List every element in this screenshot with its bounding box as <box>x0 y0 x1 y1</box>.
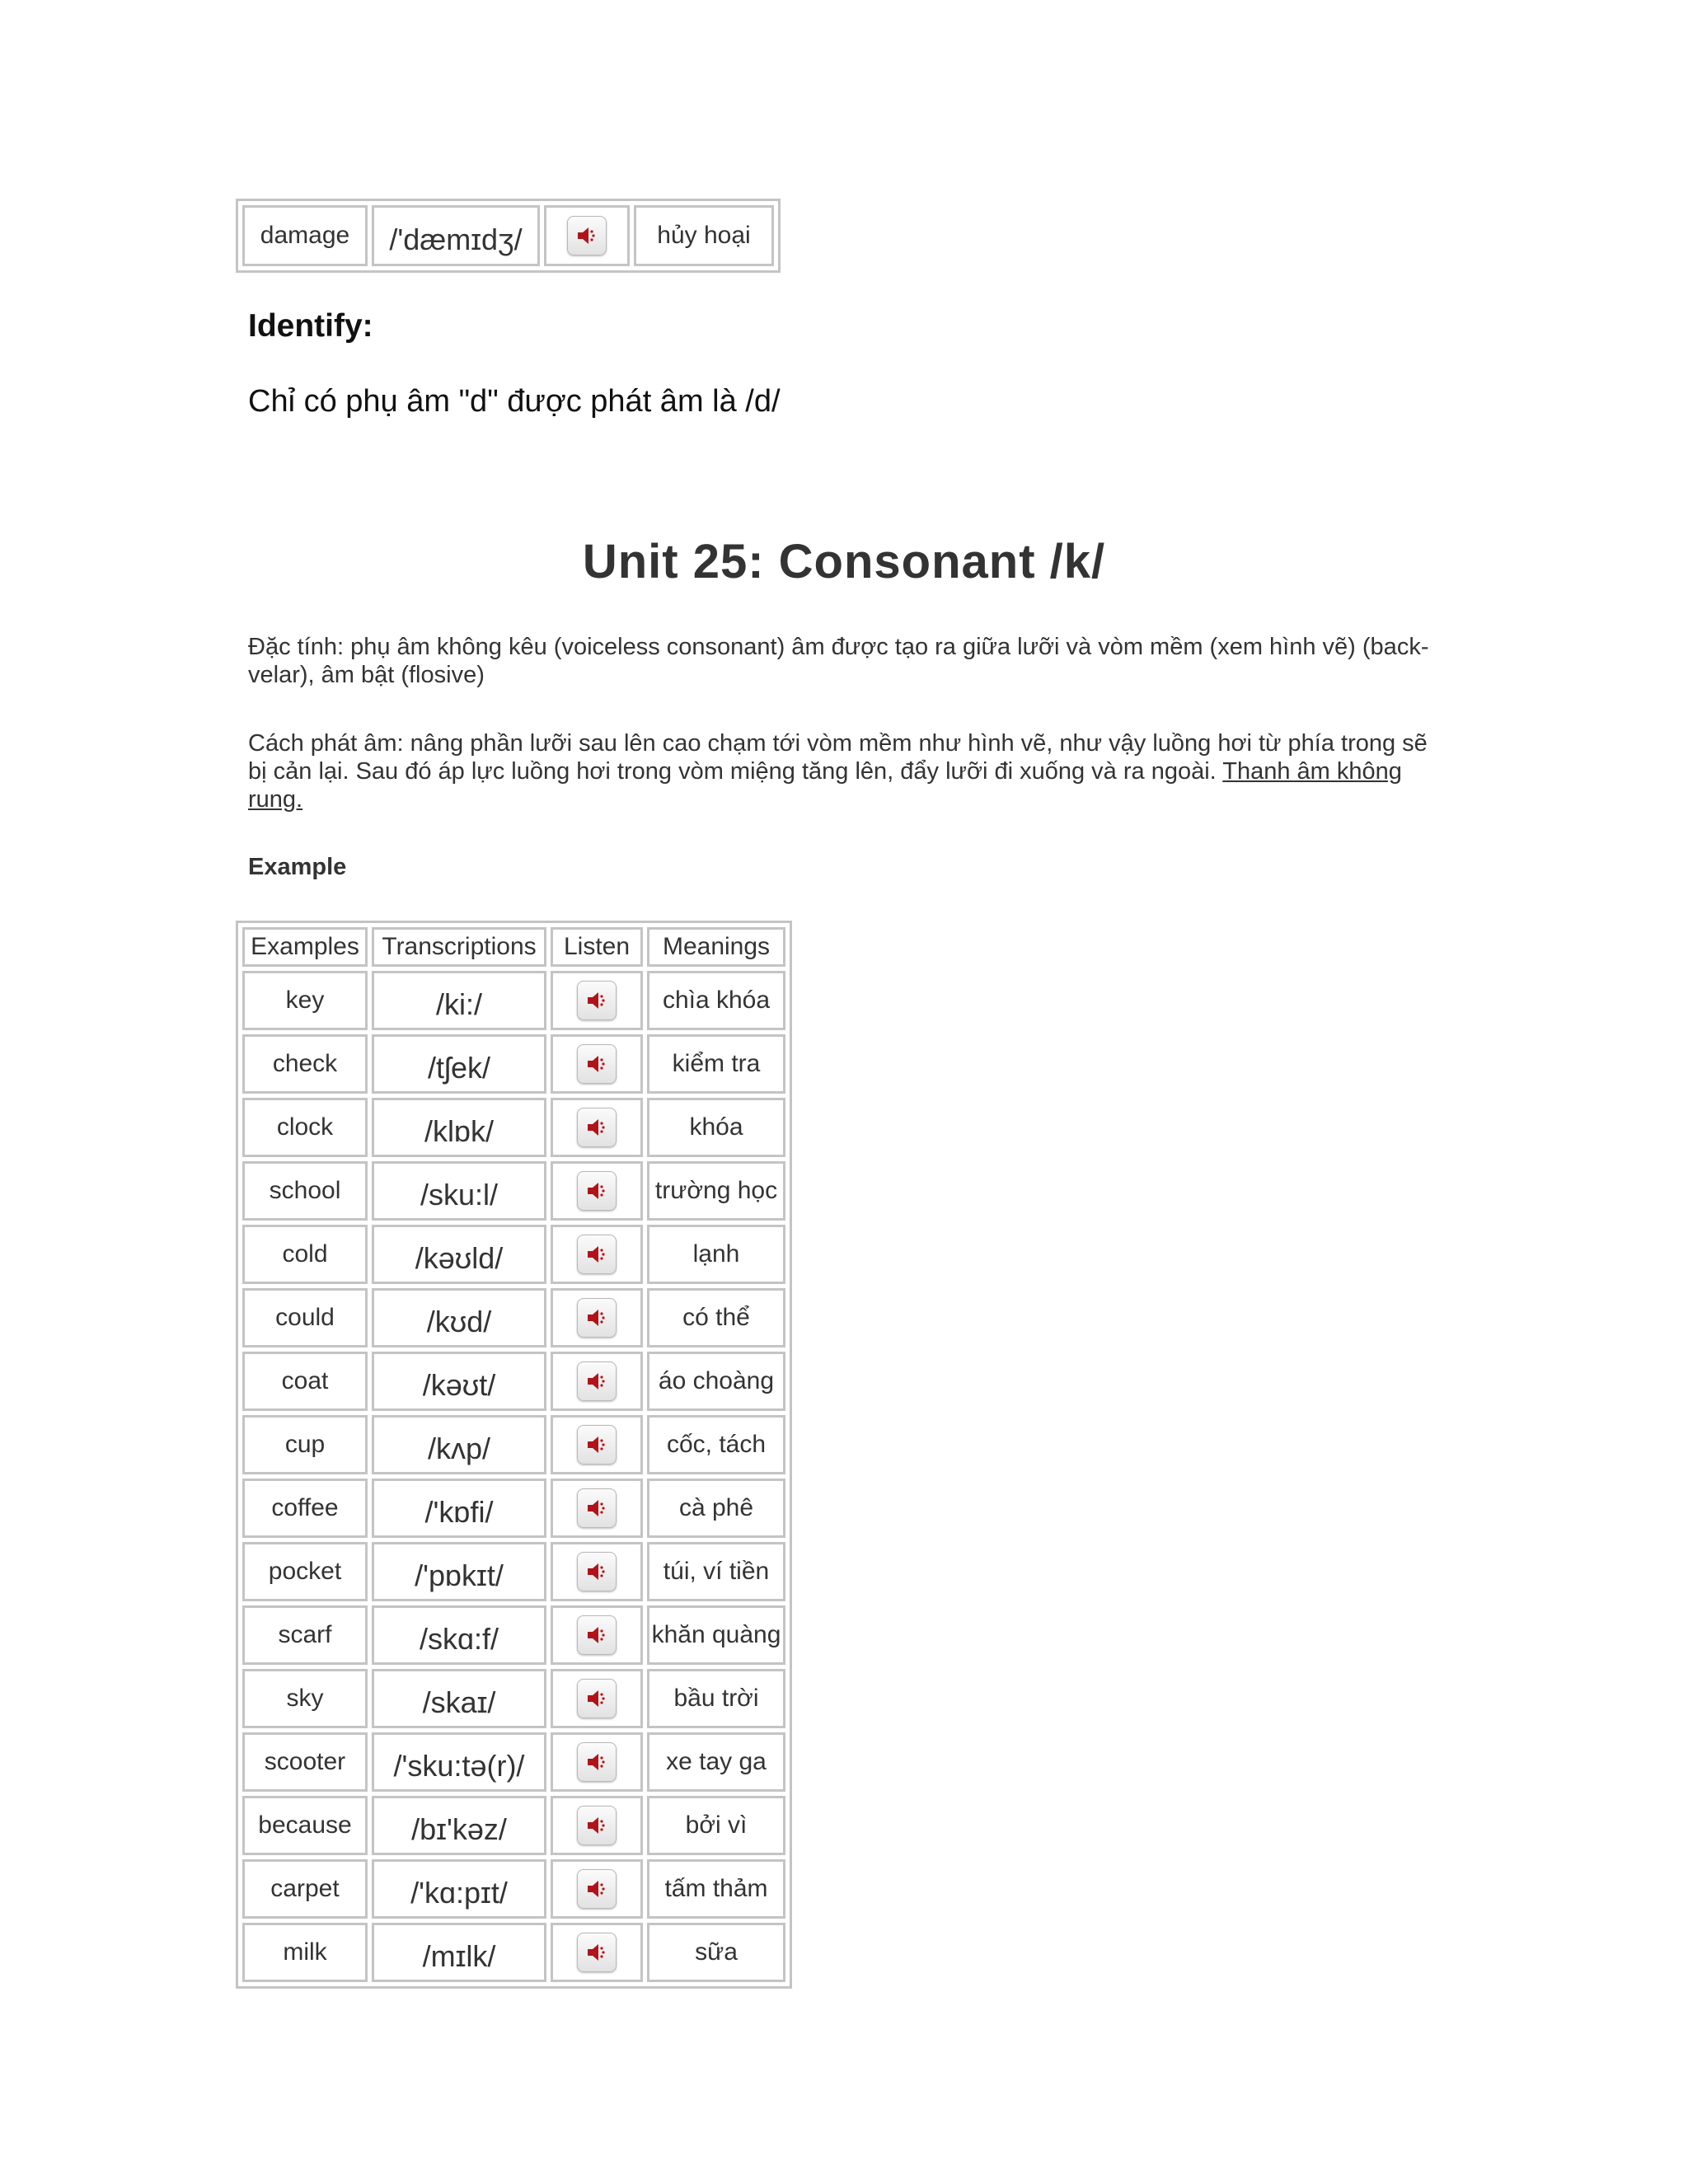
example-meaning: có thể <box>647 1288 785 1347</box>
table-row <box>242 1732 785 1792</box>
listen-button[interactable] <box>577 1044 617 1084</box>
listen-button[interactable] <box>577 1171 617 1211</box>
listen-cell <box>551 1605 643 1665</box>
speaker-icon <box>584 1558 610 1585</box>
table-row <box>242 1859 785 1919</box>
listen-button[interactable] <box>577 1615 617 1655</box>
example-transcription: /bɪ'kəz/ <box>372 1796 546 1855</box>
method-paragraph <box>248 729 1451 813</box>
example-word: scooter <box>242 1732 368 1792</box>
speaker-icon <box>584 1685 610 1712</box>
listen-cell <box>551 1225 643 1284</box>
example-word: sky <box>242 1669 368 1728</box>
example-transcription: /mɪlk/ <box>372 1923 546 1982</box>
example-transcription: /kəʊld/ <box>372 1225 546 1284</box>
listen-button[interactable] <box>577 1235 617 1274</box>
example-word: check <box>242 1034 368 1094</box>
table-row <box>242 1605 785 1665</box>
header-listen: Listen <box>551 927 643 967</box>
example-heading: Example <box>248 854 347 880</box>
listen-button[interactable] <box>567 216 607 255</box>
listen-button[interactable] <box>577 1425 617 1465</box>
listen-cell <box>551 1542 643 1601</box>
example-meaning: xe tay ga <box>647 1732 785 1792</box>
example-word: could <box>242 1288 368 1347</box>
example-transcription: /'kɒfi/ <box>372 1479 546 1538</box>
header-examples: Examples <box>242 927 368 967</box>
method-text: Cách phát âm: nâng phần lưỡi sau lên cao chạm tới vòm mềm như hình vẽ, như vậy luồng hơi từ phía trong sẽ bị cản lại. Sau đó áp lực luồng hơi trong vòm miệng tăng lên, đẩy lưỡi đi xuống và ra ngoài. <box>248 730 1428 785</box>
listen-cell <box>551 1669 643 1728</box>
example-transcription: /kʊd/ <box>372 1288 546 1347</box>
example-word: carpet <box>242 1859 368 1919</box>
table-row <box>242 1415 785 1474</box>
example-meaning: kiểm tra <box>647 1034 785 1094</box>
example-meaning: hủy hoại <box>634 205 774 266</box>
example-word: scarf <box>242 1605 368 1665</box>
listen-cell <box>551 1479 643 1538</box>
speaker-icon <box>584 1305 610 1331</box>
example-transcription: /'sku:tə(r)/ <box>372 1732 546 1792</box>
listen-cell <box>551 1732 643 1792</box>
example-transcription: /'dæmɪdʒ/ <box>372 205 540 266</box>
listen-cell <box>551 1161 643 1221</box>
table-row <box>242 1098 785 1157</box>
table-header-row <box>242 927 785 967</box>
table-row <box>242 1288 785 1347</box>
listen-button[interactable] <box>577 1869 617 1909</box>
speaker-icon <box>584 1241 610 1268</box>
listen-cell <box>551 971 643 1030</box>
table-row <box>242 1161 785 1221</box>
listen-button[interactable] <box>577 1108 617 1147</box>
example-meaning: áo choàng <box>647 1352 785 1411</box>
example-transcription: /ki:/ <box>372 971 546 1030</box>
example-meaning: bởi vì <box>647 1796 785 1855</box>
page-title: Unit 25: Consonant /k/ <box>582 535 1106 588</box>
listen-cell <box>551 1796 643 1855</box>
listen-cell <box>551 1352 643 1411</box>
example-transcription: /'pɒkɪt/ <box>372 1542 546 1601</box>
listen-button[interactable] <box>577 1679 617 1718</box>
example-meaning: túi, ví tiền <box>647 1542 785 1601</box>
example-meaning: cà phê <box>647 1479 785 1538</box>
speaker-icon <box>584 1114 610 1141</box>
listen-cell <box>544 205 630 266</box>
speaker-icon <box>584 1495 610 1521</box>
table-row <box>242 1796 785 1855</box>
example-word: key <box>242 971 368 1030</box>
speaker-icon <box>584 1876 610 1902</box>
speaker-icon <box>584 1368 610 1394</box>
example-meaning: trường học <box>647 1161 785 1221</box>
listen-cell <box>551 1415 643 1474</box>
table-row <box>242 1034 785 1094</box>
table-row <box>242 1225 785 1284</box>
example-word: school <box>242 1161 368 1221</box>
speaker-icon <box>574 223 600 249</box>
table-row <box>242 971 785 1030</box>
table-row <box>242 205 774 266</box>
speaker-icon <box>584 1178 610 1204</box>
example-transcription: /sku:l/ <box>372 1161 546 1221</box>
example-word: cold <box>242 1225 368 1284</box>
listen-button[interactable] <box>577 1552 617 1591</box>
example-meaning: khăn quàng <box>647 1605 785 1665</box>
table-row <box>242 1923 785 1982</box>
listen-button[interactable] <box>577 1298 617 1338</box>
example-word: pocket <box>242 1542 368 1601</box>
listen-cell <box>551 1859 643 1919</box>
listen-button[interactable] <box>577 1488 617 1528</box>
characteristics-paragraph: Đặc tính: phụ âm không kêu (voiceless consonant) âm được tạo ra giữa lưỡi và vòm mềm (xem hình vẽ) (back-velar), âm bật (flosive) <box>248 634 1429 688</box>
example-meaning: bầu trời <box>647 1669 785 1728</box>
speaker-icon <box>584 1051 610 1077</box>
listen-button[interactable] <box>577 1933 617 1972</box>
table-row <box>242 1479 785 1538</box>
example-meaning: lạnh <box>647 1225 785 1284</box>
header-meanings: Meanings <box>647 927 785 967</box>
example-meaning: cốc, tách <box>647 1415 785 1474</box>
example-word: coffee <box>242 1479 368 1538</box>
identify-heading: Identify: <box>248 308 373 344</box>
example-transcription: /kʌp/ <box>372 1415 546 1474</box>
speaker-icon <box>584 1749 610 1775</box>
example-transcription: /'kɑ:pɪt/ <box>372 1859 546 1919</box>
listen-cell <box>551 1923 643 1982</box>
example-meaning: khóa <box>647 1098 785 1157</box>
example-meaning: chìa khóa <box>647 971 785 1030</box>
speaker-icon <box>584 987 610 1014</box>
example-transcription: /kəʊt/ <box>372 1352 546 1411</box>
example-word: coat <box>242 1352 368 1411</box>
table-row <box>242 1669 785 1728</box>
table-row <box>242 1542 785 1601</box>
example-transcription: /skɑ:f/ <box>372 1605 546 1665</box>
listen-button[interactable] <box>577 1361 617 1401</box>
example-transcription: /skaɪ/ <box>372 1669 546 1728</box>
listen-cell <box>551 1288 643 1347</box>
example-transcription: /klɒk/ <box>372 1098 546 1157</box>
listen-button[interactable] <box>577 981 617 1020</box>
speaker-icon <box>584 1432 610 1458</box>
example-word: milk <box>242 1923 368 1982</box>
example-word: because <box>242 1796 368 1855</box>
speaker-icon <box>584 1812 610 1839</box>
listen-cell <box>551 1098 643 1157</box>
speaker-icon <box>584 1939 610 1966</box>
example-word: clock <box>242 1098 368 1157</box>
example-meaning: sữa <box>647 1923 785 1982</box>
header-transcriptions: Transcriptions <box>372 927 546 967</box>
example-meaning: tấm thảm <box>647 1859 785 1919</box>
example-word: damage <box>242 205 368 266</box>
examples-table <box>236 921 792 1989</box>
listen-cell <box>551 1034 643 1094</box>
identify-text: Chỉ có phụ âm "d" được phát âm là /d/ <box>248 384 781 419</box>
table-row <box>242 1352 785 1411</box>
example-transcription: /tʃek/ <box>372 1034 546 1094</box>
listen-button[interactable] <box>577 1806 617 1845</box>
speaker-icon <box>584 1622 610 1648</box>
damage-entry-table <box>236 199 781 273</box>
listen-button[interactable] <box>577 1742 617 1782</box>
example-word: cup <box>242 1415 368 1474</box>
method-underlined-text: Thanh âm không rung. <box>248 758 1402 813</box>
